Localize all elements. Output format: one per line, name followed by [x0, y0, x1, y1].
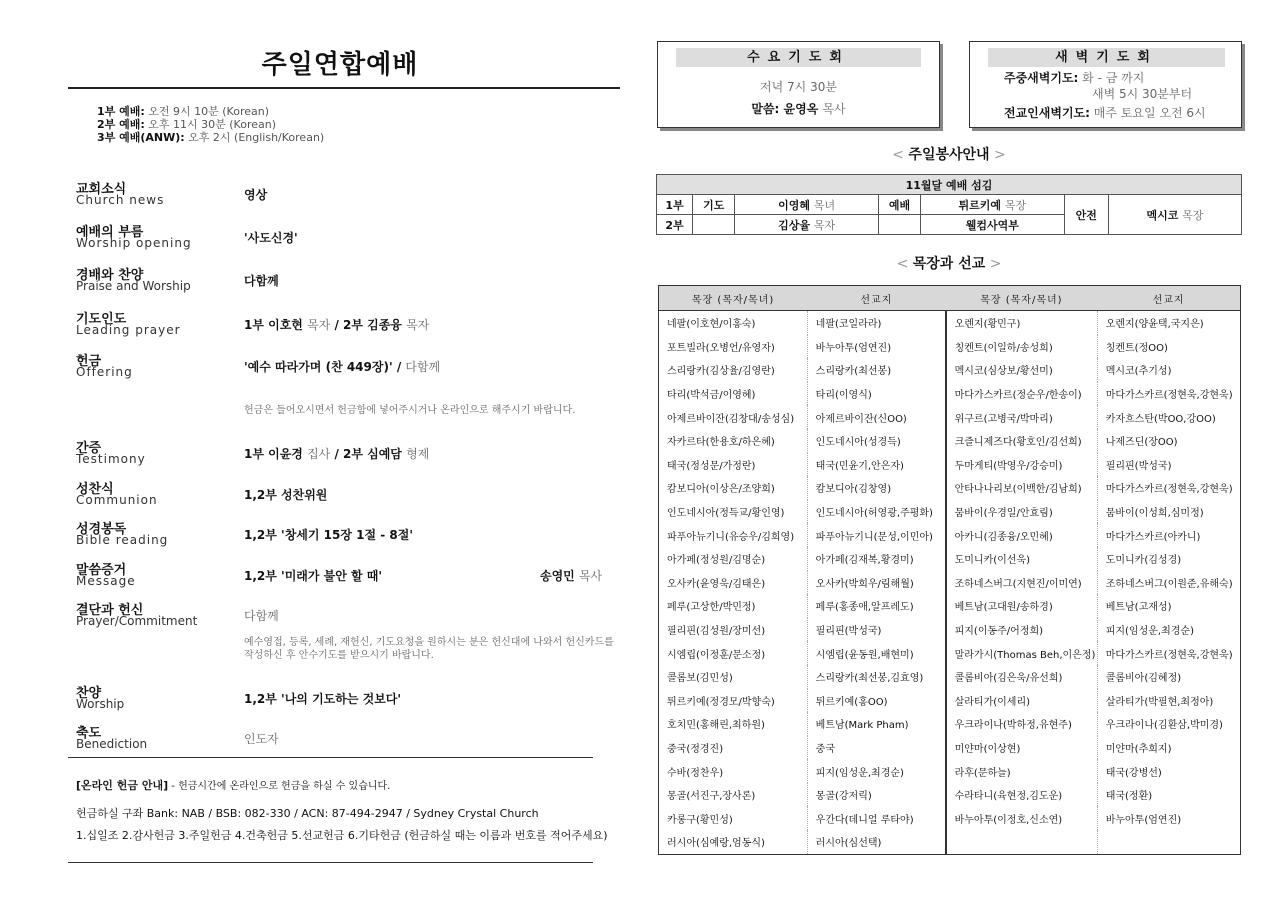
- mission-field-cell: 파푸아뉴기니(문성,이민아): [807, 523, 945, 547]
- order-item-detail: 1,2부 성찬위원: [244, 488, 328, 502]
- mokjang-cell: 라후(문하늘): [946, 759, 1098, 783]
- service-time-2: 2부 예배: 오후 11시 30분 (Korean): [97, 118, 276, 131]
- mokjang-cell: 러시아(심예랑,엄동식): [667, 838, 765, 850]
- box-shadow: [940, 44, 943, 131]
- mokjang-cell: 말라가시(Thomas Beh,이은정): [946, 641, 1098, 665]
- service-times: [97, 105, 324, 144]
- mission-field-cell: 오렌지(양윤택,국지은): [1097, 311, 1240, 335]
- mission-field-cell: 마다가스카르(정현욱,강현욱): [1097, 382, 1240, 406]
- table-row: [659, 594, 1241, 618]
- order-item-subtitle: Worship opening: [76, 236, 192, 250]
- mission-field-cell: 인도네시아(허영광,주평화): [807, 500, 945, 524]
- mokjang-cell: 호치민(홍해린,최하원): [667, 720, 765, 732]
- page-title: 주일연합예배: [261, 50, 419, 80]
- wednesday-speaker: 말씀: 윤영옥 목사: [751, 102, 846, 116]
- table-row: [659, 453, 1241, 477]
- table-row: [659, 476, 1241, 500]
- mokjang-cell: 안타나나리보(이백한/김남희): [946, 476, 1098, 500]
- mission-field-cell: 뭄바이(이성희,심미정): [1097, 500, 1240, 524]
- order-item-subtitle: Bible reading: [76, 533, 169, 547]
- serving-row-1: 1부 기도 이영혜 목녀 예배 튀르키예 목장 안전 멕시코 목장: [657, 195, 1242, 215]
- table-row: [659, 641, 1241, 665]
- mokjang-cell: 캄보디아(이상은/조양희): [667, 484, 775, 496]
- order-item-title: 결단과 헌신: [76, 603, 144, 618]
- mokjang-cell: 콜롬보(김민성): [667, 673, 733, 685]
- mission-field-cell: 바누아투(엄연진): [1097, 806, 1240, 830]
- mission-field-cell: 아가페(김재복,황경미): [807, 547, 945, 571]
- order-item-detail: '예수 따라가며 (찬 449장)' / 다함께: [244, 360, 441, 374]
- mokjang-cell: 포트빌라(오병언/유영자): [667, 342, 775, 354]
- table-row: [659, 335, 1241, 359]
- mission-field-cell: 칭켄트(정OO): [1097, 335, 1240, 359]
- mission-field-cell: 도미니카(김성경): [1097, 547, 1240, 571]
- mission-field-cell: 중국: [807, 736, 945, 760]
- dawn-heading: 새벽기도회: [988, 48, 1225, 67]
- mission-field-cell: 우크라이나(김환삼,박미경): [1097, 712, 1240, 736]
- mokjang-cell: 필리핀(김성원/장미선): [667, 626, 766, 638]
- order-item-subtitle: Church news: [76, 193, 165, 207]
- wednesday-prayer-box: [657, 41, 940, 128]
- service-time-1: 1부 예배: 오전 9시 10분 (Korean): [97, 105, 269, 118]
- table-row: [659, 500, 1241, 524]
- order-item-title: 예배의 부름: [76, 225, 144, 240]
- mission-field-cell: 몽골(강저릭): [807, 783, 945, 807]
- table-row: [659, 712, 1241, 736]
- mission-field-cell: 태국(정환): [1097, 783, 1240, 807]
- order-item-subtitle: Benediction: [76, 737, 148, 751]
- table-row: [659, 665, 1241, 689]
- mission-field-cell: 아제르바이잔(신OO): [807, 405, 945, 429]
- mission-field-cell: 스리랑카(최선봉): [807, 358, 945, 382]
- mission-field-cell: 베트남(고재성): [1097, 594, 1240, 618]
- mokjang-cell: 도미니카(이선욱): [946, 547, 1098, 571]
- table-row: [659, 358, 1241, 382]
- order-item-detail: 다함께: [244, 274, 279, 288]
- dawn-all: 전교인새벽기도: 매주 토요일 오전 6시: [1004, 106, 1206, 120]
- mission-field-cell: 네팔(코일라라): [807, 311, 945, 335]
- mokjang-cell: 태국(정성문/가정란): [667, 460, 756, 472]
- mokjang-cell: 아카니(김종융/오민혜): [946, 523, 1098, 547]
- order-item-subtitle: Communion: [76, 493, 158, 507]
- table-row: [659, 806, 1241, 830]
- mokjang-cell: 네팔(이호현/이홍숙): [667, 319, 756, 331]
- mission-field-cell: 피지(임성운,최경순): [807, 759, 945, 783]
- section-divider: [68, 757, 593, 758]
- order-item-title: 축도: [76, 726, 102, 741]
- offering-note: 헌금은 들어오시면서 헌금함에 넣어주시거나 온라인으로 해주시기 바랍니다.: [244, 405, 576, 416]
- mission-field-cell: 우간다(데니얼 루타야): [807, 806, 945, 830]
- table-row: [659, 523, 1241, 547]
- box-shadow: [972, 128, 1245, 131]
- order-item-title: 성경봉독: [76, 522, 127, 537]
- order-item-subtitle: Offering: [76, 365, 133, 379]
- mission-field-cell: 마다가스카르(아카니): [1097, 523, 1240, 547]
- table-row: [659, 618, 1241, 642]
- commitment-note: 예수영접, 등록, 세례, 재헌신, 기도요청을 원하시는 분은 헌신대에 나와서 헌신카드를 작성하신 후 안수기도를 받으시기 바랍니다.: [244, 637, 614, 661]
- order-item-detail: 1부 이윤경 집사 / 2부 심예담 형제: [244, 447, 430, 461]
- mokjang-cell: 피지(이동주/어정희): [946, 618, 1098, 642]
- order-item-subtitle: Message: [76, 574, 136, 588]
- order-item-detail: 1부 이호현 목자 / 2부 김종융 목자: [244, 318, 430, 332]
- mokjang-cell: 오사카(윤영욱/김태은): [667, 578, 766, 590]
- mission-field-cell: 나제즈딘(장OO): [1097, 429, 1240, 453]
- mission-field-cell: 인도네시아(성경득): [807, 429, 945, 453]
- dawn-weekday-time: 새벽 5시 30분부터: [1092, 87, 1193, 101]
- mokjang-cell: 파푸아뉴기니(유승우/김희영): [667, 531, 795, 543]
- mokjang-cell: 크즐니제즈다(황호인/김선희): [946, 429, 1098, 453]
- mission-field-cell: 스리랑카(최선봉,김효영): [807, 665, 945, 689]
- mokjang-cell: 튀르키예(정경모/박향숙): [667, 696, 775, 708]
- mission-col-header: 목장 (목자/목녀): [659, 286, 808, 311]
- order-item-detail: '사도신경': [244, 231, 298, 245]
- order-item-detail: 1,2부 '미래가 불안 할 때': [244, 569, 383, 583]
- mokjang-cell: 스리랑카(김상율/김영란): [667, 366, 775, 378]
- table-row: [659, 689, 1241, 713]
- mission-field-cell: 태국(민윤기,안은자): [807, 453, 945, 477]
- mokjang-cell: 위구르(고병국/박마리): [946, 405, 1098, 429]
- mission-field-cell: 타리(이영식): [807, 382, 945, 406]
- order-item-detail: 1,2부 '나의 기도하는 것보다': [244, 692, 402, 706]
- box-shadow: [1242, 44, 1245, 131]
- table-row: [659, 382, 1241, 406]
- mokjang-cell: 마다가스카르(정순우/한송이): [946, 382, 1098, 406]
- mokjang-cell: 조하네스버그(지현진/이미연): [946, 571, 1098, 595]
- order-item-detail: 1,2부 '창세기 15장 1절 - 8절': [244, 528, 414, 542]
- order-item-subtitle: Testimony: [76, 452, 146, 466]
- mokjang-cell: 수라타니(육현정,김도운): [946, 783, 1098, 807]
- mission-table: [658, 285, 1241, 855]
- table-row: [659, 429, 1241, 453]
- online-offering-info: [온라인 헌금 안내] - 헌금시간에 온라인으로 헌금을 하실 수 있습니다.: [76, 779, 391, 792]
- dawn-prayer-box: [969, 41, 1242, 128]
- order-item-subtitle: Worship: [76, 697, 125, 711]
- service-time-3: 3부 예배(ANW): 오후 2시 (English/Korean): [97, 131, 325, 144]
- order-item-title: 성찬식: [76, 482, 114, 497]
- mission-field-cell: 러시아(심선택): [807, 830, 945, 854]
- mission-field-cell: 피지(임성운,최경순): [1097, 618, 1240, 642]
- dawn-weekday: 주중새벽기도: 화 - 금 까지: [1004, 71, 1145, 85]
- mission-field-cell: 베트남(Mark Pham): [807, 712, 945, 736]
- mission-col-header: 목장 (목자/목녀): [946, 286, 1098, 311]
- table-row: [659, 547, 1241, 571]
- offering-types: 1.십일조 2.감사헌금 3.주일헌금 4.건축헌금 5.선교헌금 6.기타헌금 (헌금하실 때는 이름과 번호를 적어주세요): [76, 829, 608, 842]
- mokjang-cell: 자카르타(한용호/하은혜): [667, 437, 775, 449]
- mokjang-cell: 타리(박석금/이영혜): [667, 390, 756, 402]
- serving-row-2: 2부 김상율 목자 웰컴사역부: [657, 215, 1242, 235]
- bank-account: 헌금하실 구좌 Bank: NAB / BSB: 082-330 / ACN: 87-494-2947 / Sydney Crystal Church: [76, 807, 539, 820]
- mokjang-cell: 칭켄트(이일하/송성희): [946, 335, 1098, 359]
- table-row: [659, 830, 1241, 854]
- mission-field-cell: 미얀마(추희지): [1097, 736, 1240, 760]
- table-row: [659, 405, 1241, 429]
- mokjang-cell: 페루(고상한/박민정): [667, 602, 756, 614]
- mokjang-cell: 바누아투(이정호,신소연): [946, 806, 1098, 830]
- table-row: [659, 311, 1241, 335]
- table-row: [659, 783, 1241, 807]
- mission-field-cell: 바누아투(엄연진): [807, 335, 945, 359]
- mokjang-cell: 살라티가(이세리): [946, 689, 1098, 713]
- order-item-title: 헌금: [76, 354, 102, 369]
- order-item-subtitle: Prayer/Commitment: [76, 614, 198, 628]
- order-item-title: 경배와 찬양: [76, 268, 144, 283]
- mokjang-cell: 아가페(정성원/김명순): [667, 555, 766, 567]
- table-row: [659, 759, 1241, 783]
- preacher: 송영민 목사: [540, 569, 603, 583]
- mokjang-cell: 오렌지(황민구): [946, 311, 1098, 335]
- order-item-title: 간증: [76, 441, 102, 456]
- mokjang-cell: 수바(정찬우): [667, 767, 724, 779]
- order-item-title: 기도인도: [76, 312, 127, 327]
- mission-field-cell: 마다가스카르(정현욱,강현욱): [1097, 476, 1240, 500]
- mission-field-cell: 튀르키예(홍OO): [807, 689, 945, 713]
- wednesday-time: 저녁 7시 30분: [760, 80, 837, 94]
- mokjang-cell: 베트남(고대원/송하경): [946, 594, 1098, 618]
- mission-field-cell: 살라티가(박필현,최정아): [1097, 689, 1240, 713]
- mission-field-cell: 마다가스카르(정현욱,강현욱): [1097, 641, 1240, 665]
- mokjang-cell: 우크라이나(박하정,유현주): [946, 712, 1098, 736]
- mokjang-cell: [946, 830, 1098, 854]
- section-divider: [68, 862, 593, 863]
- mission-field-cell: 멕시코(추기성): [1097, 358, 1240, 382]
- mission-field-cell: 필리핀(박성국): [807, 618, 945, 642]
- order-item-detail: 영상: [244, 188, 268, 202]
- order-item-subtitle: Praise and Worship: [76, 279, 191, 293]
- mission-field-cell: 카자흐스탄(박OO,강OO): [1097, 405, 1240, 429]
- mission-col-header: 선교지: [807, 286, 945, 311]
- serving-title: < 주일봉사안내 >: [892, 147, 1006, 163]
- title-divider: [68, 87, 620, 89]
- mission-field-cell: 콜롬비아(김혜정): [1097, 665, 1240, 689]
- box-shadow: [660, 128, 943, 131]
- mokjang-cell: 중국(정경진): [667, 743, 724, 755]
- serving-header: 11월달 예배 섬김: [657, 175, 1242, 195]
- table-row: [659, 736, 1241, 760]
- order-item-title: 교회소식: [76, 182, 127, 197]
- mokjang-cell: 아제르바이잔(김창대/송성심): [667, 413, 795, 425]
- order-item-title: 말씀증거: [76, 563, 127, 578]
- mission-field-cell: 태국(강병선): [1097, 759, 1240, 783]
- mokjang-cell: 인도네시아(정득교/황인영): [667, 508, 785, 520]
- mission-col-header: 선교지: [1097, 286, 1240, 311]
- mokjang-cell: 두마게티(박영우/강승미): [946, 453, 1098, 477]
- order-item-title: 찬양: [76, 686, 102, 701]
- mokjang-cell: 시엠립(이정훈/문소정): [667, 649, 766, 661]
- mission-title: < 목장과 선교 >: [896, 256, 1002, 272]
- mokjang-cell: 미얀마(이상현): [946, 736, 1098, 760]
- serving-table: [656, 174, 1242, 235]
- mission-rows: [659, 311, 1241, 855]
- mission-field-cell: 페루(홍종애,알프레도): [807, 594, 945, 618]
- mission-field-cell: 캄보디아(김창영): [807, 476, 945, 500]
- mission-field-cell: 시엠립(윤동원,배현미): [807, 641, 945, 665]
- table-row: [659, 571, 1241, 595]
- mokjang-cell: 뭄바이(우경일/안효림): [946, 500, 1098, 524]
- order-item-detail: 인도자: [244, 732, 279, 746]
- wednesday-heading: 수요기도회: [676, 48, 921, 67]
- mission-field-cell: 오사카(박희우/림해월): [807, 571, 945, 595]
- order-item-subtitle: Leading prayer: [76, 323, 181, 337]
- mission-field-cell: 필리핀(박성국): [1097, 453, 1240, 477]
- mission-field-cell: 조하네스버그(이원준,유해숙): [1097, 571, 1240, 595]
- mokjang-cell: 카롱구(황민성): [667, 814, 733, 826]
- mission-field-cell: [1097, 830, 1240, 854]
- mokjang-cell: 몽골(서진구,장사론): [667, 791, 756, 803]
- mokjang-cell: 콜롬비아(김은욱/유선희): [946, 665, 1098, 689]
- mokjang-cell: 멕시코(심상보/황선미): [946, 358, 1098, 382]
- order-item-detail: 다함께: [244, 609, 279, 623]
